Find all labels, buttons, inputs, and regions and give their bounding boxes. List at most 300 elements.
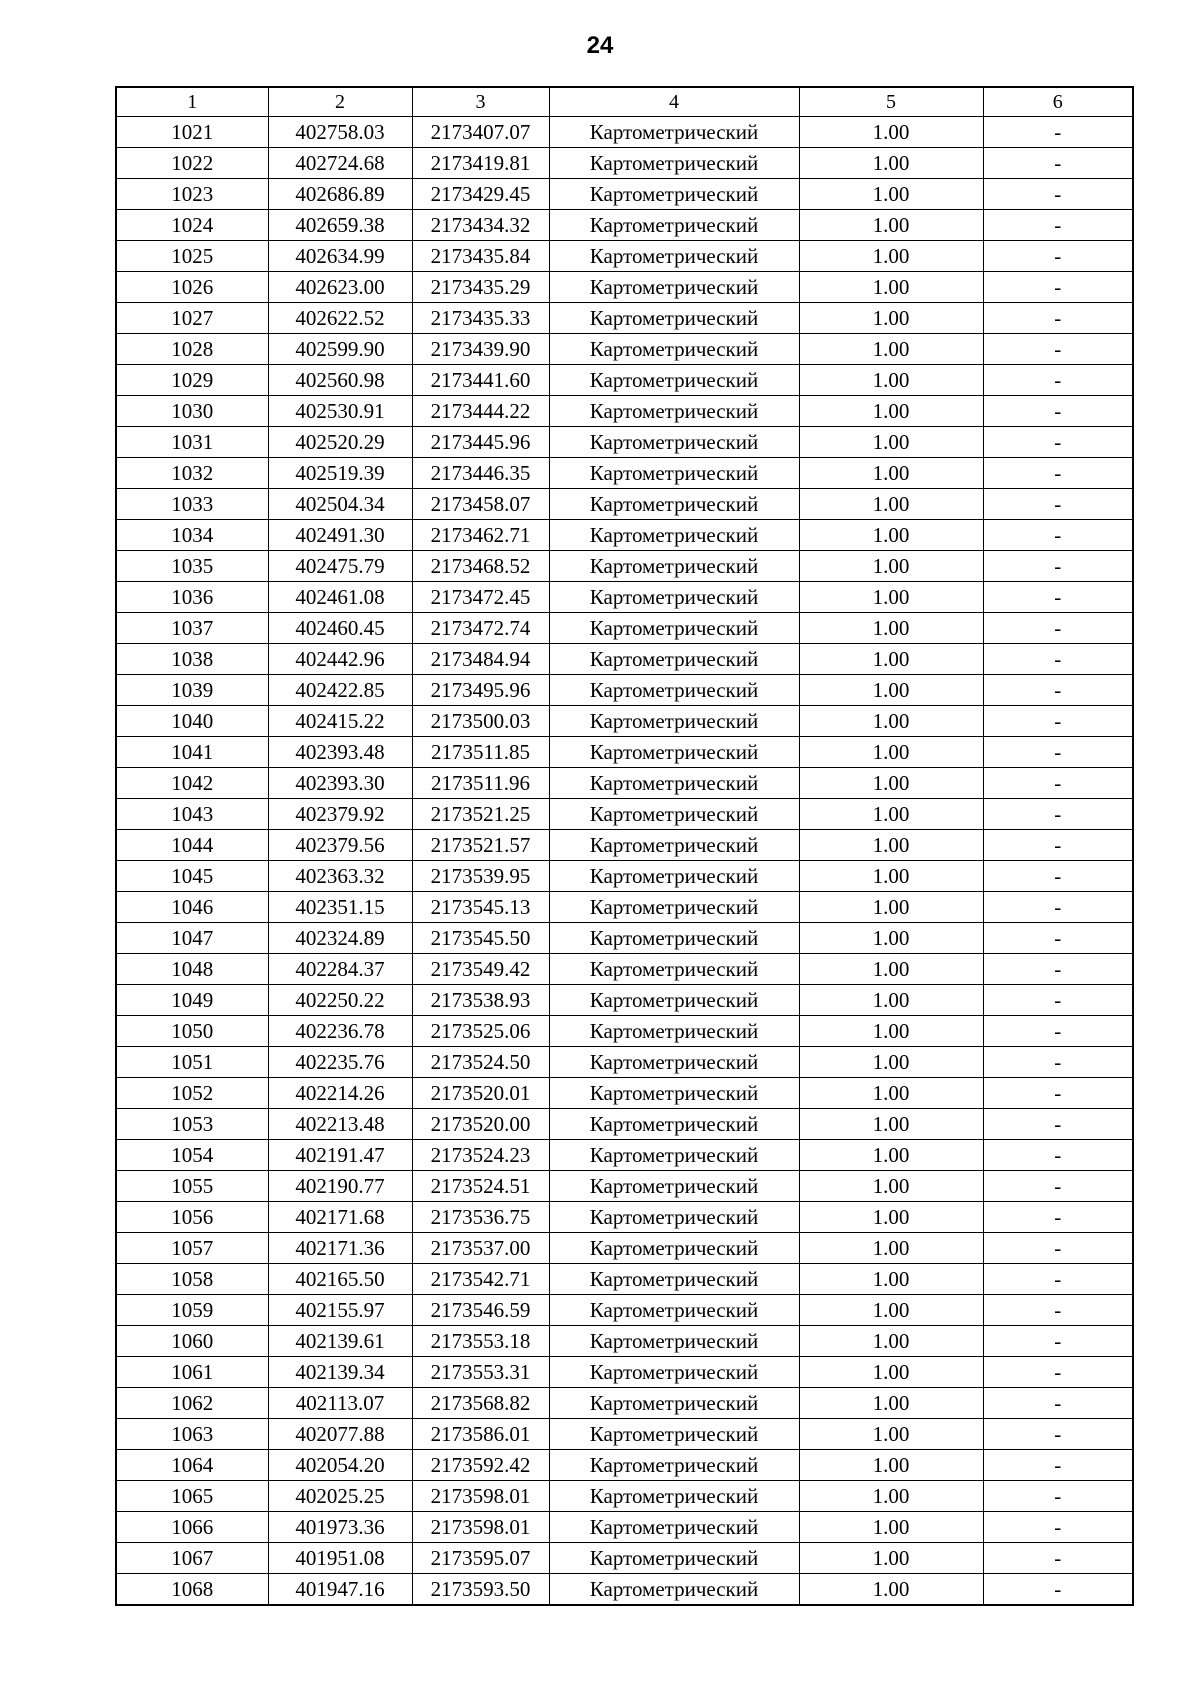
x-coordinate-cell: 402393.30 xyxy=(268,768,412,799)
table-row xyxy=(116,923,1133,954)
x-coordinate-cell: 402659.38 xyxy=(268,210,412,241)
point-number-cell: 1043 xyxy=(116,799,268,830)
method-cell: Картометрический xyxy=(549,272,799,303)
point-number-cell: 1041 xyxy=(116,737,268,768)
y-coordinate-cell: 2173545.50 xyxy=(412,923,549,954)
x-coordinate-cell: 402171.36 xyxy=(268,1233,412,1264)
accuracy-cell: 1.00 xyxy=(799,551,983,582)
table-row xyxy=(116,1512,1133,1543)
method-cell: Картометрический xyxy=(549,489,799,520)
accuracy-cell: 1.00 xyxy=(799,1295,983,1326)
point-number-cell: 1049 xyxy=(116,985,268,1016)
note-cell: - xyxy=(983,396,1133,427)
x-coordinate-cell: 402284.37 xyxy=(268,954,412,985)
note-cell: - xyxy=(983,1326,1133,1357)
x-coordinate-cell: 402363.32 xyxy=(268,861,412,892)
table-row xyxy=(116,1295,1133,1326)
x-coordinate-cell: 402758.03 xyxy=(268,117,412,148)
note-cell: - xyxy=(983,1264,1133,1295)
method-cell: Картометрический xyxy=(549,1233,799,1264)
method-cell: Картометрический xyxy=(549,985,799,1016)
coordinates-table xyxy=(115,86,1134,1606)
x-coordinate-cell: 402686.89 xyxy=(268,179,412,210)
method-cell: Картометрический xyxy=(549,1574,799,1606)
note-cell: - xyxy=(983,210,1133,241)
note-cell: - xyxy=(983,148,1133,179)
y-coordinate-cell: 2173553.31 xyxy=(412,1357,549,1388)
accuracy-cell: 1.00 xyxy=(799,1326,983,1357)
accuracy-cell: 1.00 xyxy=(799,365,983,396)
y-coordinate-cell: 2173542.71 xyxy=(412,1264,549,1295)
y-coordinate-cell: 2173546.59 xyxy=(412,1295,549,1326)
point-number-cell: 1040 xyxy=(116,706,268,737)
point-number-cell: 1063 xyxy=(116,1419,268,1450)
table-row xyxy=(116,148,1133,179)
method-cell: Картометрический xyxy=(549,458,799,489)
header-row xyxy=(116,87,1133,117)
note-cell: - xyxy=(983,1171,1133,1202)
table-row xyxy=(116,1419,1133,1450)
point-number-cell: 1053 xyxy=(116,1109,268,1140)
table-row xyxy=(116,1140,1133,1171)
table-row xyxy=(116,1481,1133,1512)
table-row xyxy=(116,210,1133,241)
table-row xyxy=(116,644,1133,675)
point-number-cell: 1036 xyxy=(116,582,268,613)
accuracy-cell: 1.00 xyxy=(799,210,983,241)
note-cell: - xyxy=(983,1078,1133,1109)
method-cell: Картометрический xyxy=(549,1481,799,1512)
accuracy-cell: 1.00 xyxy=(799,1233,983,1264)
point-number-cell: 1062 xyxy=(116,1388,268,1419)
note-cell: - xyxy=(983,1140,1133,1171)
note-cell: - xyxy=(983,427,1133,458)
x-coordinate-cell: 402622.52 xyxy=(268,303,412,334)
y-coordinate-cell: 2173524.23 xyxy=(412,1140,549,1171)
y-coordinate-cell: 2173435.33 xyxy=(412,303,549,334)
point-number-cell: 1042 xyxy=(116,768,268,799)
table-row xyxy=(116,1450,1133,1481)
y-coordinate-cell: 2173553.18 xyxy=(412,1326,549,1357)
note-cell: - xyxy=(983,582,1133,613)
y-coordinate-cell: 2173511.85 xyxy=(412,737,549,768)
x-coordinate-cell: 402155.97 xyxy=(268,1295,412,1326)
accuracy-cell: 1.00 xyxy=(799,458,983,489)
table-header xyxy=(116,87,1133,117)
accuracy-cell: 1.00 xyxy=(799,179,983,210)
x-coordinate-cell: 402623.00 xyxy=(268,272,412,303)
point-number-cell: 1032 xyxy=(116,458,268,489)
method-cell: Картометрический xyxy=(549,1171,799,1202)
point-number-cell: 1029 xyxy=(116,365,268,396)
x-coordinate-cell: 402724.68 xyxy=(268,148,412,179)
method-cell: Картометрический xyxy=(549,582,799,613)
table-row xyxy=(116,768,1133,799)
point-number-cell: 1024 xyxy=(116,210,268,241)
point-number-cell: 1047 xyxy=(116,923,268,954)
note-cell: - xyxy=(983,1450,1133,1481)
note-cell: - xyxy=(983,1357,1133,1388)
method-cell: Картометрический xyxy=(549,954,799,985)
point-number-cell: 1025 xyxy=(116,241,268,272)
table-row xyxy=(116,1109,1133,1140)
table-body xyxy=(116,117,1133,1606)
y-coordinate-cell: 2173525.06 xyxy=(412,1016,549,1047)
note-cell: - xyxy=(983,1109,1133,1140)
method-cell: Картометрический xyxy=(549,365,799,396)
column-header-5: 5 xyxy=(799,87,983,117)
method-cell: Картометрический xyxy=(549,768,799,799)
point-number-cell: 1039 xyxy=(116,675,268,706)
y-coordinate-cell: 2173549.42 xyxy=(412,954,549,985)
table-row xyxy=(116,706,1133,737)
point-number-cell: 1046 xyxy=(116,892,268,923)
accuracy-cell: 1.00 xyxy=(799,1109,983,1140)
method-cell: Картометрический xyxy=(549,1419,799,1450)
point-number-cell: 1061 xyxy=(116,1357,268,1388)
accuracy-cell: 1.00 xyxy=(799,1357,983,1388)
y-coordinate-cell: 2173429.45 xyxy=(412,179,549,210)
y-coordinate-cell: 2173484.94 xyxy=(412,644,549,675)
method-cell: Картометрический xyxy=(549,1078,799,1109)
accuracy-cell: 1.00 xyxy=(799,334,983,365)
y-coordinate-cell: 2173520.00 xyxy=(412,1109,549,1140)
y-coordinate-cell: 2173521.25 xyxy=(412,799,549,830)
accuracy-cell: 1.00 xyxy=(799,923,983,954)
method-cell: Картометрический xyxy=(549,675,799,706)
y-coordinate-cell: 2173434.32 xyxy=(412,210,549,241)
table-row xyxy=(116,1264,1133,1295)
point-number-cell: 1051 xyxy=(116,1047,268,1078)
method-cell: Картометрический xyxy=(549,1202,799,1233)
x-coordinate-cell: 402139.34 xyxy=(268,1357,412,1388)
table-row xyxy=(116,365,1133,396)
x-coordinate-cell: 402379.92 xyxy=(268,799,412,830)
x-coordinate-cell: 402475.79 xyxy=(268,551,412,582)
y-coordinate-cell: 2173439.90 xyxy=(412,334,549,365)
accuracy-cell: 1.00 xyxy=(799,1047,983,1078)
method-cell: Картометрический xyxy=(549,1109,799,1140)
note-cell: - xyxy=(983,1543,1133,1574)
accuracy-cell: 1.00 xyxy=(799,272,983,303)
y-coordinate-cell: 2173520.01 xyxy=(412,1078,549,1109)
y-coordinate-cell: 2173593.50 xyxy=(412,1574,549,1606)
note-cell: - xyxy=(983,303,1133,334)
method-cell: Картометрический xyxy=(549,830,799,861)
point-number-cell: 1022 xyxy=(116,148,268,179)
point-number-cell: 1059 xyxy=(116,1295,268,1326)
x-coordinate-cell: 402415.22 xyxy=(268,706,412,737)
table-row xyxy=(116,1171,1133,1202)
y-coordinate-cell: 2173419.81 xyxy=(412,148,549,179)
method-cell: Картометрический xyxy=(549,644,799,675)
table-row xyxy=(116,1016,1133,1047)
accuracy-cell: 1.00 xyxy=(799,1388,983,1419)
x-coordinate-cell: 402165.50 xyxy=(268,1264,412,1295)
point-number-cell: 1033 xyxy=(116,489,268,520)
accuracy-cell: 1.00 xyxy=(799,1543,983,1574)
x-coordinate-cell: 402171.68 xyxy=(268,1202,412,1233)
point-number-cell: 1035 xyxy=(116,551,268,582)
accuracy-cell: 1.00 xyxy=(799,954,983,985)
method-cell: Картометрический xyxy=(549,396,799,427)
y-coordinate-cell: 2173568.82 xyxy=(412,1388,549,1419)
y-coordinate-cell: 2173495.96 xyxy=(412,675,549,706)
point-number-cell: 1037 xyxy=(116,613,268,644)
page-number: 24 xyxy=(586,32,614,59)
method-cell: Картометрический xyxy=(549,117,799,148)
note-cell: - xyxy=(983,117,1133,148)
accuracy-cell: 1.00 xyxy=(799,1016,983,1047)
method-cell: Картометрический xyxy=(549,1512,799,1543)
note-cell: - xyxy=(983,520,1133,551)
method-cell: Картометрический xyxy=(549,179,799,210)
x-coordinate-cell: 402599.90 xyxy=(268,334,412,365)
accuracy-cell: 1.00 xyxy=(799,1264,983,1295)
point-number-cell: 1028 xyxy=(116,334,268,365)
note-cell: - xyxy=(983,985,1133,1016)
accuracy-cell: 1.00 xyxy=(799,489,983,520)
method-cell: Картометрический xyxy=(549,1264,799,1295)
method-cell: Картометрический xyxy=(549,520,799,551)
accuracy-cell: 1.00 xyxy=(799,1481,983,1512)
method-cell: Картометрический xyxy=(549,613,799,644)
method-cell: Картометрический xyxy=(549,241,799,272)
method-cell: Картометрический xyxy=(549,1543,799,1574)
note-cell: - xyxy=(983,706,1133,737)
table-row xyxy=(116,830,1133,861)
point-number-cell: 1023 xyxy=(116,179,268,210)
table-row xyxy=(116,334,1133,365)
note-cell: - xyxy=(983,1202,1133,1233)
method-cell: Картометрический xyxy=(549,1140,799,1171)
accuracy-cell: 1.00 xyxy=(799,582,983,613)
table-row xyxy=(116,1078,1133,1109)
accuracy-cell: 1.00 xyxy=(799,737,983,768)
note-cell: - xyxy=(983,489,1133,520)
note-cell: - xyxy=(983,830,1133,861)
x-coordinate-cell: 402442.96 xyxy=(268,644,412,675)
note-cell: - xyxy=(983,861,1133,892)
table-row xyxy=(116,675,1133,706)
x-coordinate-cell: 402393.48 xyxy=(268,737,412,768)
x-coordinate-cell: 402236.78 xyxy=(268,1016,412,1047)
accuracy-cell: 1.00 xyxy=(799,861,983,892)
y-coordinate-cell: 2173407.07 xyxy=(412,117,549,148)
y-coordinate-cell: 2173537.00 xyxy=(412,1233,549,1264)
method-cell: Картометрический xyxy=(549,210,799,241)
note-cell: - xyxy=(983,613,1133,644)
y-coordinate-cell: 2173545.13 xyxy=(412,892,549,923)
y-coordinate-cell: 2173538.93 xyxy=(412,985,549,1016)
x-coordinate-cell: 402491.30 xyxy=(268,520,412,551)
point-number-cell: 1056 xyxy=(116,1202,268,1233)
column-header-4: 4 xyxy=(549,87,799,117)
table-row xyxy=(116,613,1133,644)
note-cell: - xyxy=(983,1233,1133,1264)
table-row xyxy=(116,1543,1133,1574)
point-number-cell: 1048 xyxy=(116,954,268,985)
accuracy-cell: 1.00 xyxy=(799,1202,983,1233)
x-coordinate-cell: 402520.29 xyxy=(268,427,412,458)
column-header-1: 1 xyxy=(116,87,268,117)
y-coordinate-cell: 2173472.45 xyxy=(412,582,549,613)
method-cell: Картометрический xyxy=(549,1357,799,1388)
point-number-cell: 1065 xyxy=(116,1481,268,1512)
note-cell: - xyxy=(983,644,1133,675)
accuracy-cell: 1.00 xyxy=(799,1574,983,1606)
note-cell: - xyxy=(983,365,1133,396)
x-coordinate-cell: 402113.07 xyxy=(268,1388,412,1419)
note-cell: - xyxy=(983,1047,1133,1078)
accuracy-cell: 1.00 xyxy=(799,1078,983,1109)
point-number-cell: 1057 xyxy=(116,1233,268,1264)
point-number-cell: 1045 xyxy=(116,861,268,892)
x-coordinate-cell: 401951.08 xyxy=(268,1543,412,1574)
accuracy-cell: 1.00 xyxy=(799,1450,983,1481)
y-coordinate-cell: 2173524.51 xyxy=(412,1171,549,1202)
point-number-cell: 1068 xyxy=(116,1574,268,1606)
point-number-cell: 1026 xyxy=(116,272,268,303)
method-cell: Картометрический xyxy=(549,1016,799,1047)
y-coordinate-cell: 2173592.42 xyxy=(412,1450,549,1481)
y-coordinate-cell: 2173598.01 xyxy=(412,1481,549,1512)
x-coordinate-cell: 402139.61 xyxy=(268,1326,412,1357)
x-coordinate-cell: 402560.98 xyxy=(268,365,412,396)
table-row xyxy=(116,582,1133,613)
point-number-cell: 1054 xyxy=(116,1140,268,1171)
point-number-cell: 1027 xyxy=(116,303,268,334)
point-number-cell: 1030 xyxy=(116,396,268,427)
point-number-cell: 1066 xyxy=(116,1512,268,1543)
y-coordinate-cell: 2173435.84 xyxy=(412,241,549,272)
point-number-cell: 1038 xyxy=(116,644,268,675)
note-cell: - xyxy=(983,272,1133,303)
y-coordinate-cell: 2173441.60 xyxy=(412,365,549,396)
table-row xyxy=(116,1574,1133,1606)
method-cell: Картометрический xyxy=(549,1388,799,1419)
table-row xyxy=(116,985,1133,1016)
y-coordinate-cell: 2173462.71 xyxy=(412,520,549,551)
table-row xyxy=(116,551,1133,582)
method-cell: Картометрический xyxy=(549,303,799,334)
accuracy-cell: 1.00 xyxy=(799,799,983,830)
table-row xyxy=(116,1202,1133,1233)
y-coordinate-cell: 2173468.52 xyxy=(412,551,549,582)
accuracy-cell: 1.00 xyxy=(799,768,983,799)
point-number-cell: 1052 xyxy=(116,1078,268,1109)
x-coordinate-cell: 401973.36 xyxy=(268,1512,412,1543)
y-coordinate-cell: 2173539.95 xyxy=(412,861,549,892)
x-coordinate-cell: 402634.99 xyxy=(268,241,412,272)
note-cell: - xyxy=(983,179,1133,210)
table-row xyxy=(116,179,1133,210)
y-coordinate-cell: 2173458.07 xyxy=(412,489,549,520)
note-cell: - xyxy=(983,1016,1133,1047)
accuracy-cell: 1.00 xyxy=(799,1419,983,1450)
x-coordinate-cell: 402214.26 xyxy=(268,1078,412,1109)
accuracy-cell: 1.00 xyxy=(799,1171,983,1202)
table-row xyxy=(116,1326,1133,1357)
table-row xyxy=(116,1047,1133,1078)
column-header-3: 3 xyxy=(412,87,549,117)
method-cell: Картометрический xyxy=(549,1047,799,1078)
table-row xyxy=(116,1233,1133,1264)
note-cell: - xyxy=(983,1574,1133,1606)
y-coordinate-cell: 2173444.22 xyxy=(412,396,549,427)
x-coordinate-cell: 402379.56 xyxy=(268,830,412,861)
point-number-cell: 1055 xyxy=(116,1171,268,1202)
table-row xyxy=(116,892,1133,923)
accuracy-cell: 1.00 xyxy=(799,241,983,272)
x-coordinate-cell: 402422.85 xyxy=(268,675,412,706)
note-cell: - xyxy=(983,458,1133,489)
x-coordinate-cell: 402213.48 xyxy=(268,1109,412,1140)
accuracy-cell: 1.00 xyxy=(799,830,983,861)
method-cell: Картометрический xyxy=(549,706,799,737)
method-cell: Картометрический xyxy=(549,923,799,954)
accuracy-cell: 1.00 xyxy=(799,1512,983,1543)
point-number-cell: 1058 xyxy=(116,1264,268,1295)
note-cell: - xyxy=(983,1419,1133,1450)
table-row xyxy=(116,861,1133,892)
accuracy-cell: 1.00 xyxy=(799,1140,983,1171)
accuracy-cell: 1.00 xyxy=(799,706,983,737)
table-row xyxy=(116,117,1133,148)
table-row xyxy=(116,799,1133,830)
accuracy-cell: 1.00 xyxy=(799,644,983,675)
accuracy-cell: 1.00 xyxy=(799,427,983,458)
method-cell: Картометрический xyxy=(549,737,799,768)
x-coordinate-cell: 402461.08 xyxy=(268,582,412,613)
x-coordinate-cell: 402519.39 xyxy=(268,458,412,489)
x-coordinate-cell: 401947.16 xyxy=(268,1574,412,1606)
x-coordinate-cell: 402460.45 xyxy=(268,613,412,644)
table-row xyxy=(116,1357,1133,1388)
method-cell: Картометрический xyxy=(549,1295,799,1326)
table-row xyxy=(116,458,1133,489)
point-number-cell: 1034 xyxy=(116,520,268,551)
note-cell: - xyxy=(983,737,1133,768)
x-coordinate-cell: 402077.88 xyxy=(268,1419,412,1450)
table-row xyxy=(116,737,1133,768)
point-number-cell: 1021 xyxy=(116,117,268,148)
accuracy-cell: 1.00 xyxy=(799,613,983,644)
y-coordinate-cell: 2173446.35 xyxy=(412,458,549,489)
x-coordinate-cell: 402025.25 xyxy=(268,1481,412,1512)
y-coordinate-cell: 2173445.96 xyxy=(412,427,549,458)
x-coordinate-cell: 402250.22 xyxy=(268,985,412,1016)
method-cell: Картометрический xyxy=(549,861,799,892)
method-cell: Картометрический xyxy=(549,334,799,365)
x-coordinate-cell: 402191.47 xyxy=(268,1140,412,1171)
x-coordinate-cell: 402235.76 xyxy=(268,1047,412,1078)
x-coordinate-cell: 402190.77 xyxy=(268,1171,412,1202)
method-cell: Картометрический xyxy=(549,551,799,582)
method-cell: Картометрический xyxy=(549,1450,799,1481)
y-coordinate-cell: 2173500.03 xyxy=(412,706,549,737)
x-coordinate-cell: 402324.89 xyxy=(268,923,412,954)
y-coordinate-cell: 2173598.01 xyxy=(412,1512,549,1543)
y-coordinate-cell: 2173524.50 xyxy=(412,1047,549,1078)
note-cell: - xyxy=(983,923,1133,954)
y-coordinate-cell: 2173511.96 xyxy=(412,768,549,799)
accuracy-cell: 1.00 xyxy=(799,892,983,923)
method-cell: Картометрический xyxy=(549,799,799,830)
point-number-cell: 1044 xyxy=(116,830,268,861)
table-row xyxy=(116,272,1133,303)
note-cell: - xyxy=(983,1512,1133,1543)
